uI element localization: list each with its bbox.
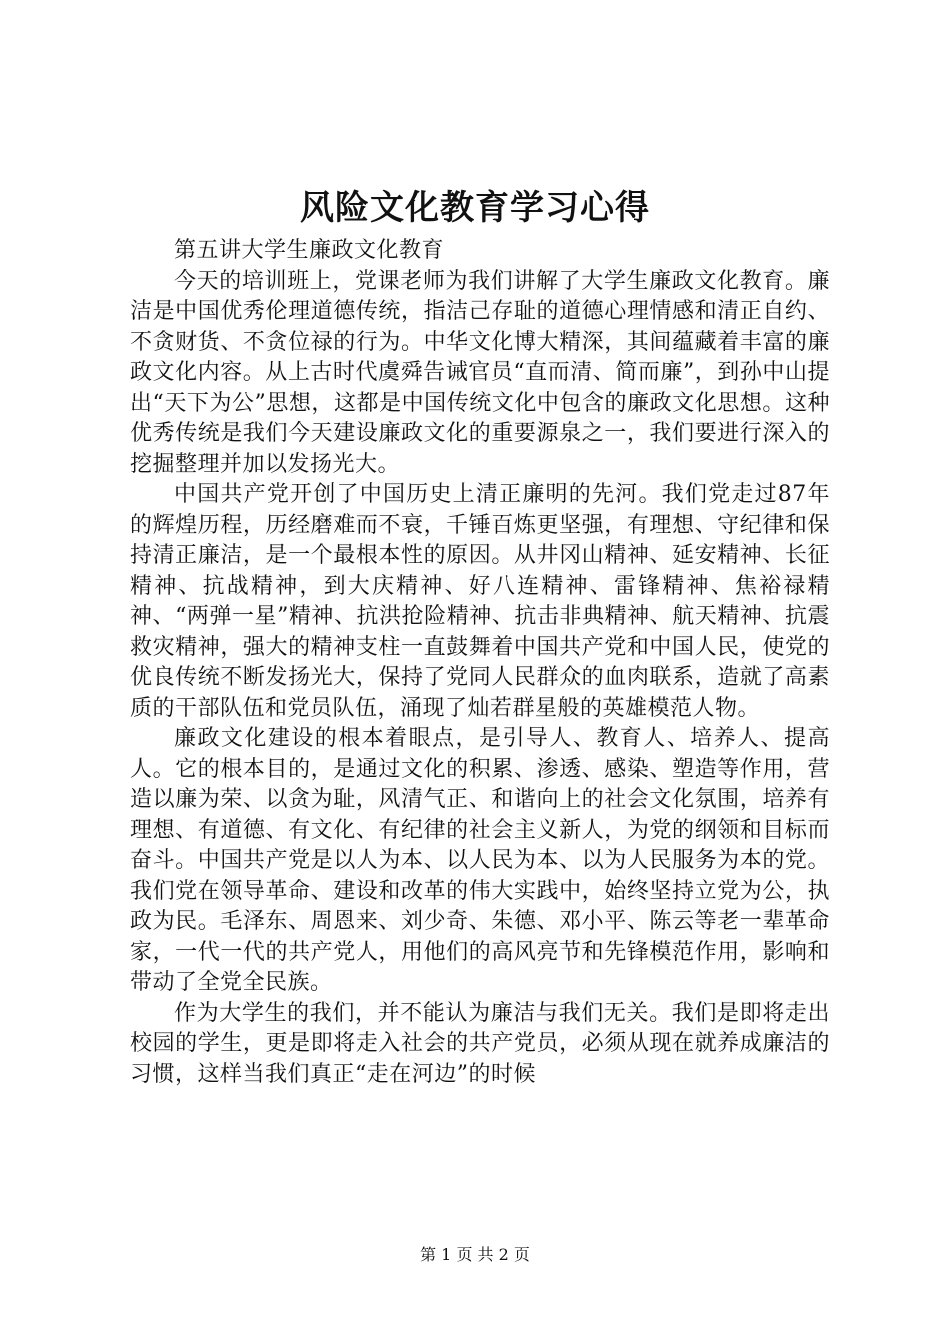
page-footer: 第 1 页 共 2 页	[420, 1245, 530, 1264]
paragraph: 中国共产党开创了中国历史上清正廉明的先河。我们党走过87年的辉煌历程，历经磨难而不衰，千锤百炼更坚强，有理想、守纪律和保持清正廉洁，是一个最根本性的原因。从井冈山精神、延安精神、长征精神、抗战精神，到大庆精神、好八连精神、雷锋精神、焦裕禄精神、“两弹一星”精神、抗洪抢险精神、抗击非典精神、航天精神、抗震救灾精神，强大的精神支柱一直鼓舞着中国共产党和中国人民，使党的优良传统不断发扬光大，保持了党同人民群众的血肉联系，造就了高素质的干部队伍和党员队伍，涌现了灿若群星般的英雄模范人物。	[130, 482, 830, 721]
document-subtitle: 第五讲大学生廉政文化教育	[174, 238, 445, 263]
document-body	[130, 236, 830, 1090]
paragraph: 今天的培训班上，党课老师为我们讲解了大学生廉政文化教育。廉洁是中国优秀伦理道德传统，指洁己存耻的道德心理情感和清正自约、不贪财货、不贪位禄的行为。中华文化博大精深，其间蕴藏着丰富的廉政文化内容。从上古时代虞舜告诫官员“直而清、简而廉”，到孙中山提出“天下为公”思想，这都是中国传统文化中包含的廉政文化思想。这种优秀传统是我们今天建设廉政文化的重要源泉之一，我们要进行深入的挖掘整理并加以发扬光大。	[130, 268, 830, 477]
paragraph: 廉政文化建设的根本着眼点，是引导人、教育人、培养人、提高人。它的根本目的，是通过文化的积累、渗透、感染、塑造等作用，营造以廉为荣、以贪为耻，风清气正、和谐向上的社会文化氛围，培养有理想、有道德、有文化、有纪律的社会主义新人，为党的纲领和目标而奋斗。中国共产党是以人为本、以人民为本、以为人民服务为本的党。我们党在领导革命、建设和改革的伟大实践中，始终坚持立党为公，执政为民。毛泽东、周恩来、刘少奇、朱德、邓小平、陈云等老一辈革命家，一代一代的共产党人，用他们的高风亮节和先锋模范作用，影响和带动了全党全民族。	[130, 726, 830, 995]
paragraph: 作为大学生的我们，并不能认为廉洁与我们无关。我们是即将走出校园的学生，更是即将走入社会的共产党员，必须从现在就养成廉洁的习惯，这样当我们真正“走在河边”的时候	[130, 1000, 830, 1087]
document-title: 风险文化教育学习心得	[300, 188, 650, 228]
